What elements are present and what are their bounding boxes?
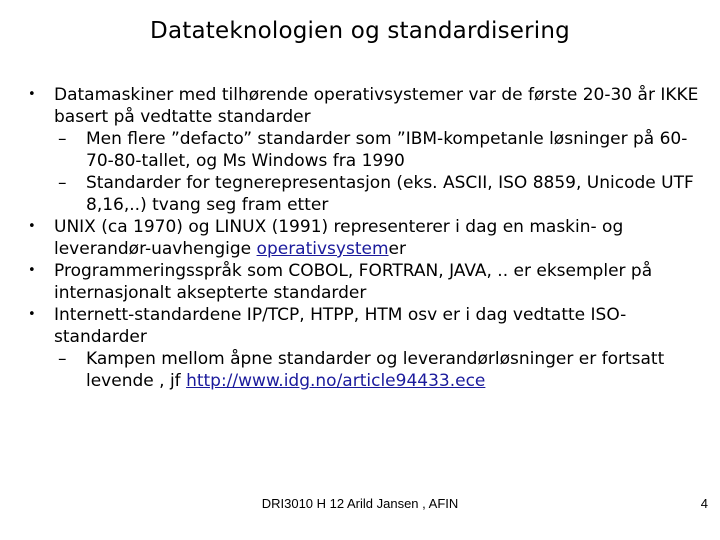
bullet-4: • Internett-standardene IP/TCP, HTPP, HTM osv er i dag vedtatte ISO-standarder xyxy=(28,304,704,348)
bullet-2-text: UNIX (ca 1970) og LINUX (1991) representerer i dag en maskin- og leverandør-uavhengige xyxy=(54,217,624,259)
idg-article-link[interactable]: http://www.idg.no/article94433.ece xyxy=(186,371,486,391)
sub-bullet-1-1: – Men flere ”defacto” standarder som ”IBM-kompetanle løsninger på 60-70-80-tallet, og Ms Windows fra 1990 xyxy=(28,128,704,172)
page-number: 4 xyxy=(700,496,708,511)
sub-bullet-4-1 xyxy=(28,348,704,392)
slide-title: Datateknologien og standardisering xyxy=(150,18,570,44)
bullet-2-suffix: er xyxy=(388,239,406,259)
slide-body xyxy=(28,84,704,392)
sub-bullet-4-1-text: Kampen mellom åpne standarder og leverandørløsninger er fortsatt levende , jf xyxy=(86,349,665,391)
slide-footer: DRI3010 H 12 Arild Jansen , AFIN xyxy=(261,496,459,511)
operativsystem-link[interactable]: operativsystem xyxy=(256,239,389,259)
bullet-1: • Datamaskiner med tilhørende operativsystemer var de første 20-30 år IKKE basert på vedtatte standarder xyxy=(28,84,704,128)
sub-bullet-1-2: – Standarder for tegnerepresentasjon (eks. ASCII, ISO 8859, Unicode UTF 8,16,..) tvang seg fram etter xyxy=(28,172,704,216)
bullet-3: • Programmeringsspråk som COBOL, FORTRAN, JAVA, .. er eksempler på internasjonalt aksepterte standarder xyxy=(28,260,704,304)
bullet-2 xyxy=(28,216,704,260)
